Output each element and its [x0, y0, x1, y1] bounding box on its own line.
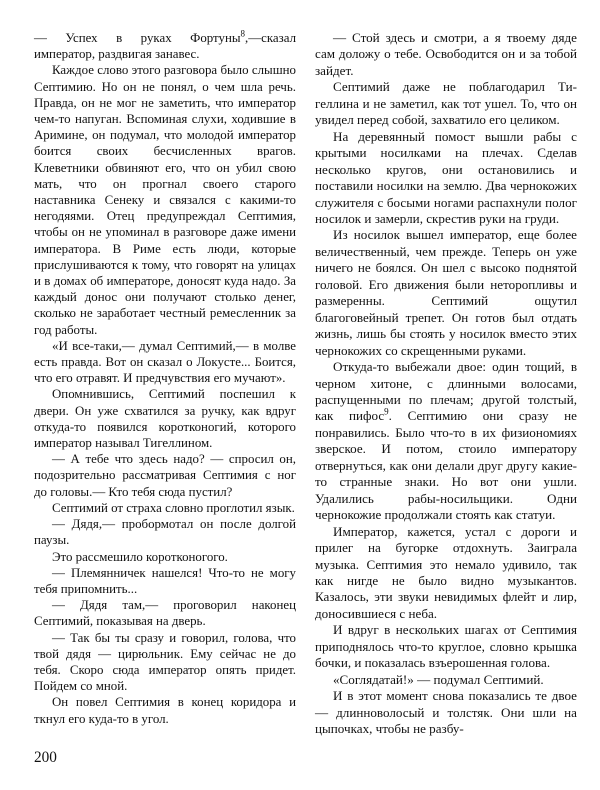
paragraph-text: Император, кажется, устал с дороги и прилег на бугорке отдохнуть. Заиграла музыка. Септимия это немало удивило, так как нигде не было видно музыкантов. Казалось, эти звуки невидимых флейт и лир, доносившиеся с неба.	[315, 523, 577, 621]
paragraph	[315, 524, 577, 623]
paragraph-text: Он повел Септимия в конец коридора и ткнул его куда-то в угол.	[34, 695, 296, 726]
footnote-marker: 9	[384, 407, 389, 418]
paragraph	[315, 79, 577, 128]
paragraph	[34, 565, 296, 597]
paragraph-text: — Дядя,— пробормотал он после долгой паузы.	[34, 517, 296, 548]
paragraph	[34, 549, 296, 565]
paragraph	[34, 516, 296, 548]
paragraph-text: И вдруг в нескольких шагах от Септимия приподнялось что-то круглое, словно крышка бочки, и показалась взъерошенная голова.	[315, 622, 577, 671]
paragraph	[34, 451, 296, 500]
paragraph-text: — А тебе что здесь надо? — спросил он, подозрительно рассматривая Септимия с ног до головы.— Кто тебя сюда пустил?	[34, 452, 296, 499]
paragraph-text: — Племянничек нашелся! Что-то не могу тебя припомнить...	[34, 565, 296, 596]
paragraph	[34, 30, 296, 62]
paragraph-text-tail: ,—сказал император, раздвигая занавес.	[34, 31, 296, 62]
page-number: 200	[34, 749, 57, 766]
paragraph-text: Опомнившись, Септимий поспешил к двери. Он уже схватился за ручку, как вдруг откуда-то появился коротконогий, которого император называл Тигеллином.	[34, 387, 296, 451]
paragraph-text: И в этот момент снова показались те двое — длинноволосый и толстяк. Они шли на цыпочках, чтобы не разбу-	[315, 688, 577, 737]
paragraph-text: Откуда-то выбежали двое: один тощий, в черном хитоне, с длинными волосами, распущенными по плечам; другой толстый, как пифос	[315, 359, 577, 424]
right-column	[315, 30, 577, 737]
paragraph-text: — Дядя там,— проговорил наконец Септимий, показывая на дверь.	[34, 598, 296, 629]
paragraph-text: Септимий от страха словно проглотил язык.	[52, 500, 295, 515]
paragraph	[34, 694, 296, 726]
left-column	[34, 30, 296, 727]
paragraph	[34, 630, 296, 695]
paragraph	[34, 62, 296, 337]
paragraph-text: «Соглядатай!» — подумал Септимий.	[333, 671, 544, 687]
paragraph-text: Септимий даже не поблагодарил Тигеллина и не заметил, как тот ушел. То, что он увидел перед собой, захватило его целиком.	[315, 79, 577, 128]
paragraph-text: Из носилок вышел император, еще более величественный, чем прежде. Теперь он уже ничего не боялся. Он шел с высоко поднятой головой. Его движения были неторопливы и размеренны. Септимий ощутил благоговейный трепет. Он готов был отдать жизнь, лишь бы стоять у носилок вместо этих чернокожих со скрещенными руками.	[315, 227, 577, 358]
paragraph-text: — Стой здесь и смотри, а я твоему дяде сам доложу о тебе. Освободится он и за тобой зайдет.	[315, 30, 577, 78]
paragraph-text: Это рассмешило коротконогого.	[52, 549, 228, 564]
paragraph	[315, 359, 577, 524]
paragraph	[315, 688, 577, 737]
paragraph	[315, 30, 577, 79]
paragraph	[34, 386, 296, 451]
paragraph-text: — Успех в руках Фортуны	[34, 31, 241, 45]
paragraph	[315, 672, 577, 688]
paragraph	[34, 500, 296, 516]
paragraph	[34, 338, 296, 387]
paragraph-text: Каждое слово этого разговора было слышно Септимию. Но он не понял, о чем шла речь. Правда, он не мог не заметить, что император чем-то напуган. Вспоминая слухи, ходившие в Аримине, он подумал, что молодой император боится своих бесчисленных врагов. Клеветники обвиняют его, что он убил свою мать, что он прогнал своего старого наставника Сенеку и связался с какими-то негодяями. Отец предупреждал Септимия, чтобы он не упоминал в разговоре даже имени императора. В Риме есть люди, которые прислушиваются к тому, что говорят на улицах и в домах об императоре, доносят куда надо. За каждый донос они получают столько денег, сколько не заработает честный ремесленник за год работы.	[34, 63, 296, 337]
paragraph-text: «И все-таки,— думал Септимий,— в молве есть правда. Вот он сказал о Локусте... Боится, что его отравят. И предчувствия его мучают».	[34, 338, 296, 386]
paragraph	[315, 227, 577, 359]
paragraph	[315, 622, 577, 671]
footnote-marker: 8	[240, 28, 246, 39]
paragraph-text: На деревянный помост вышли рабы с крытыми носилками на плечах. Сделав несколько кругов, они остановились и поставили носилки на землю. Два чернокожих служителя с босыми ногами распахнули полог носилок и замерли, скрестив руки на груди.	[315, 128, 577, 226]
paragraph	[315, 129, 577, 228]
paragraph-text: — Так бы ты сразу и говорил, голова, что твой дядя — цирюльник. Ему сейчас не до тебя. Скоро сюда император опять придет. Пойдем со мной.	[34, 630, 296, 694]
paragraph-text-tail: . Септимию они сразу не понравились. Было что-то в их физиономиях зверское. И потом, стоило императору отвернуться, как они делали друг другу какие-то странные знаки. Но вот они ушли. Удалились рабы-носильщики. Одни чернокожие продолжали стоять как статуи.	[315, 408, 577, 523]
paragraph	[34, 597, 296, 629]
